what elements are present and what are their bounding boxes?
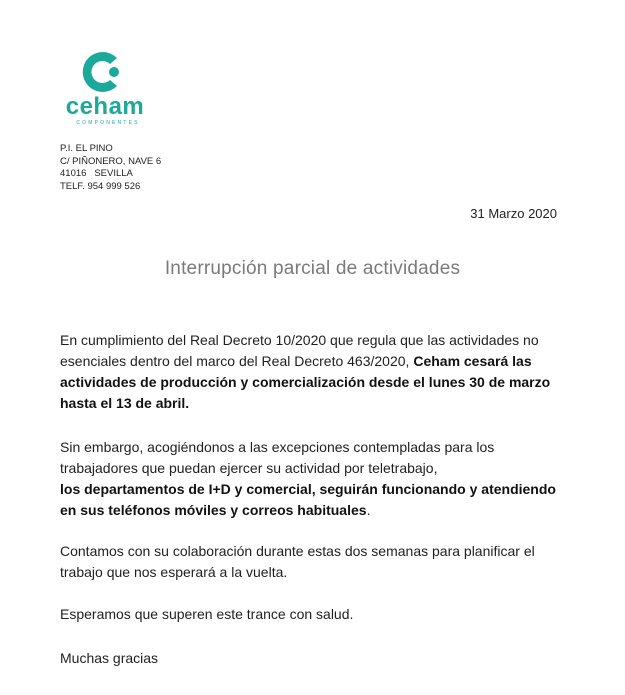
address-line: P.I. EL PINO <box>60 143 113 154</box>
paragraph-1 <box>60 330 550 414</box>
bold-text: Ceham cesará las <box>413 353 532 369</box>
text-line <box>60 500 556 521</box>
logo-dot <box>109 67 119 77</box>
address-line: 41016 SEVILLA <box>60 168 133 179</box>
text-line: Contamos con su colaboración durante estas dos semanas para planificar el <box>60 543 535 559</box>
text-line: trabajo que nos esperará a la vuelta. <box>60 564 288 580</box>
text-line: Sin embargo, acogiéndonos a las excepciones contempladas para los <box>60 439 495 455</box>
address-phone: TELF. 954 999 526 <box>60 180 141 192</box>
company-address <box>60 143 161 193</box>
bold-text-line: hasta el 13 de abril. <box>60 395 190 411</box>
bold-text-line: los departamentos de I+D y comercial, seguirán funcionando y atendiendo <box>60 481 556 497</box>
logo-tagline: COMPONENTES <box>76 120 140 126</box>
text-span: . <box>366 502 371 518</box>
letter-title: Interrupción parcial de actividades <box>164 258 461 279</box>
bold-text-line: actividades de producción y comercialización desde el lunes 30 de marzo <box>60 374 551 390</box>
bold-text: en sus teléfonos móviles y correos habituales <box>60 502 367 518</box>
text-line: trabajadores que puedan ejercer su actividad por teletrabajo, <box>60 460 438 476</box>
text-line: En cumplimiento del Real Decreto 10/2020 que regula que las actividades no <box>60 332 539 348</box>
letter-date: 31 Marzo 2020 <box>470 206 557 221</box>
paragraph-4 <box>60 604 353 625</box>
text-line: Esperamos que superen este trance con salud. <box>60 606 354 622</box>
closing-line: Muchas gracias <box>60 650 159 666</box>
paragraph-2 <box>60 437 556 521</box>
ceham-logo <box>56 42 154 128</box>
paragraph-3 <box>60 541 535 583</box>
text-span: esenciales dentro del marco del Real Decreto 463/2020, <box>60 353 414 369</box>
closing <box>60 648 158 669</box>
text-line <box>60 351 550 372</box>
logo-wordmark: ceham <box>65 93 145 120</box>
address-line: C/ PIÑONERO, NAVE 6 <box>60 155 162 167</box>
